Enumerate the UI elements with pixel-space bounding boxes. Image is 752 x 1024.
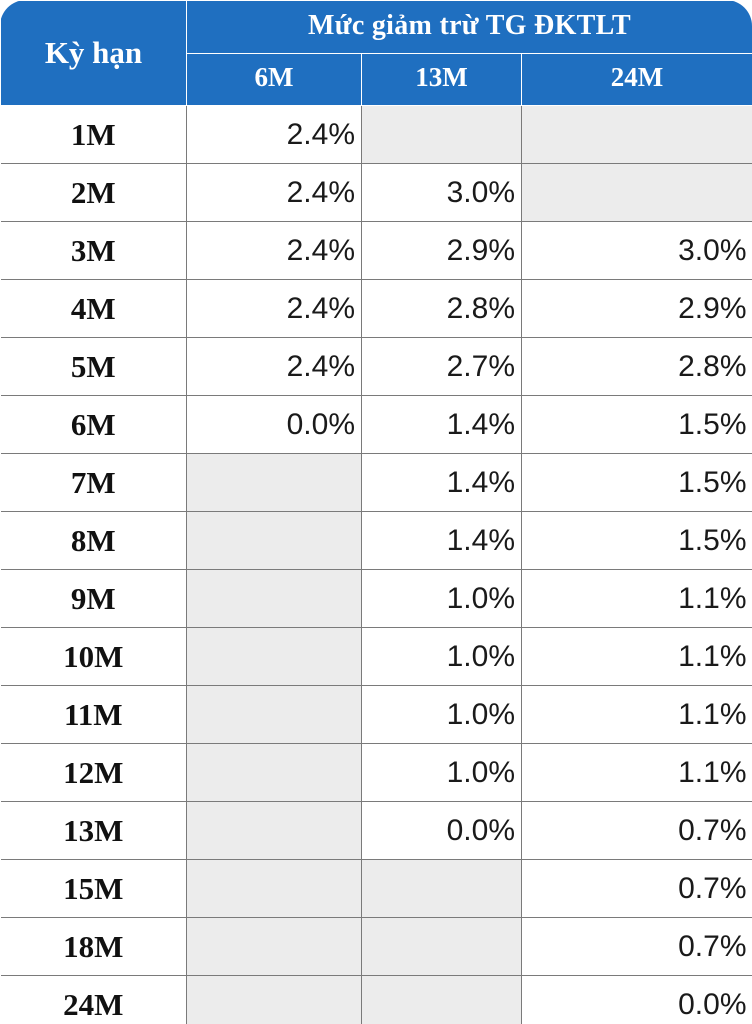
column-header-13m: 13M bbox=[362, 54, 522, 106]
table-row bbox=[1, 106, 752, 164]
cell-value-6m bbox=[187, 744, 362, 802]
cell-value-24m bbox=[522, 164, 752, 222]
table-body bbox=[1, 106, 752, 1024]
cell-value-6m bbox=[187, 976, 362, 1024]
cell-value-13m: 1.4% bbox=[362, 454, 522, 512]
table-row bbox=[1, 454, 752, 512]
table-row bbox=[1, 686, 752, 744]
table-row bbox=[1, 222, 752, 280]
cell-term: 9M bbox=[1, 570, 187, 628]
cell-value-6m bbox=[187, 686, 362, 744]
cell-value-13m bbox=[362, 918, 522, 976]
table-row bbox=[1, 280, 752, 338]
cell-value-13m: 1.0% bbox=[362, 744, 522, 802]
cell-value-6m: 2.4% bbox=[187, 338, 362, 396]
cell-value-6m: 2.4% bbox=[187, 222, 362, 280]
cell-term: 8M bbox=[1, 512, 187, 570]
cell-value-13m: 2.7% bbox=[362, 338, 522, 396]
cell-value-24m: 3.0% bbox=[522, 222, 752, 280]
cell-value-6m: 2.4% bbox=[187, 106, 362, 164]
table-row bbox=[1, 860, 752, 918]
table-row bbox=[1, 512, 752, 570]
cell-term: 3M bbox=[1, 222, 187, 280]
cell-value-13m: 1.0% bbox=[362, 628, 522, 686]
cell-term: 24M bbox=[1, 976, 187, 1024]
cell-value-13m: 0.0% bbox=[362, 802, 522, 860]
column-header-term: Kỳ hạn bbox=[1, 1, 187, 106]
cell-term: 2M bbox=[1, 164, 187, 222]
cell-value-24m: 0.7% bbox=[522, 918, 752, 976]
cell-value-13m: 1.0% bbox=[362, 686, 522, 744]
cell-value-6m bbox=[187, 628, 362, 686]
table-row bbox=[1, 396, 752, 454]
table-row bbox=[1, 570, 752, 628]
cell-value-6m bbox=[187, 512, 362, 570]
cell-value-6m bbox=[187, 454, 362, 512]
cell-value-24m: 2.9% bbox=[522, 280, 752, 338]
cell-value-24m: 1.1% bbox=[522, 744, 752, 802]
cell-value-13m bbox=[362, 106, 522, 164]
cell-value-24m: 2.8% bbox=[522, 338, 752, 396]
column-header-6m: 6M bbox=[187, 54, 362, 106]
cell-term: 4M bbox=[1, 280, 187, 338]
table-row bbox=[1, 918, 752, 976]
cell-value-24m: 0.0% bbox=[522, 976, 752, 1024]
cell-term: 6M bbox=[1, 396, 187, 454]
table-row bbox=[1, 744, 752, 802]
cell-term: 1M bbox=[1, 106, 187, 164]
table-row bbox=[1, 338, 752, 396]
cell-value-24m: 0.7% bbox=[522, 860, 752, 918]
cell-value-13m: 2.9% bbox=[362, 222, 522, 280]
cell-term: 10M bbox=[1, 628, 187, 686]
cell-value-24m: 1.5% bbox=[522, 454, 752, 512]
cell-value-13m: 1.4% bbox=[362, 512, 522, 570]
cell-value-24m: 1.1% bbox=[522, 628, 752, 686]
table-row bbox=[1, 976, 752, 1024]
column-group-header-deduction: Mức giảm trừ TG ĐKTLT bbox=[187, 1, 752, 54]
header-row-top bbox=[1, 1, 752, 54]
cell-term: 12M bbox=[1, 744, 187, 802]
cell-value-6m bbox=[187, 570, 362, 628]
cell-value-6m: 2.4% bbox=[187, 164, 362, 222]
cell-value-24m: 1.5% bbox=[522, 512, 752, 570]
cell-term: 5M bbox=[1, 338, 187, 396]
table-row bbox=[1, 628, 752, 686]
cell-value-6m bbox=[187, 802, 362, 860]
cell-value-24m: 1.1% bbox=[522, 686, 752, 744]
cell-term: 15M bbox=[1, 860, 187, 918]
cell-value-13m bbox=[362, 860, 522, 918]
cell-term: 13M bbox=[1, 802, 187, 860]
cell-value-6m: 0.0% bbox=[187, 396, 362, 454]
cell-value-24m: 0.7% bbox=[522, 802, 752, 860]
cell-value-13m: 1.4% bbox=[362, 396, 522, 454]
cell-value-13m bbox=[362, 976, 522, 1024]
cell-value-13m: 3.0% bbox=[362, 164, 522, 222]
cell-value-6m: 2.4% bbox=[187, 280, 362, 338]
table-row bbox=[1, 802, 752, 860]
cell-value-6m bbox=[187, 860, 362, 918]
table-row bbox=[1, 164, 752, 222]
cell-value-24m: 1.1% bbox=[522, 570, 752, 628]
cell-value-13m: 2.8% bbox=[362, 280, 522, 338]
column-header-24m: 24M bbox=[522, 54, 752, 106]
table-header bbox=[1, 1, 752, 106]
cell-term: 18M bbox=[1, 918, 187, 976]
cell-value-6m bbox=[187, 918, 362, 976]
cell-value-24m: 1.5% bbox=[522, 396, 752, 454]
cell-term: 11M bbox=[1, 686, 187, 744]
cell-value-24m bbox=[522, 106, 752, 164]
cell-value-13m: 1.0% bbox=[362, 570, 522, 628]
cell-term: 7M bbox=[1, 454, 187, 512]
